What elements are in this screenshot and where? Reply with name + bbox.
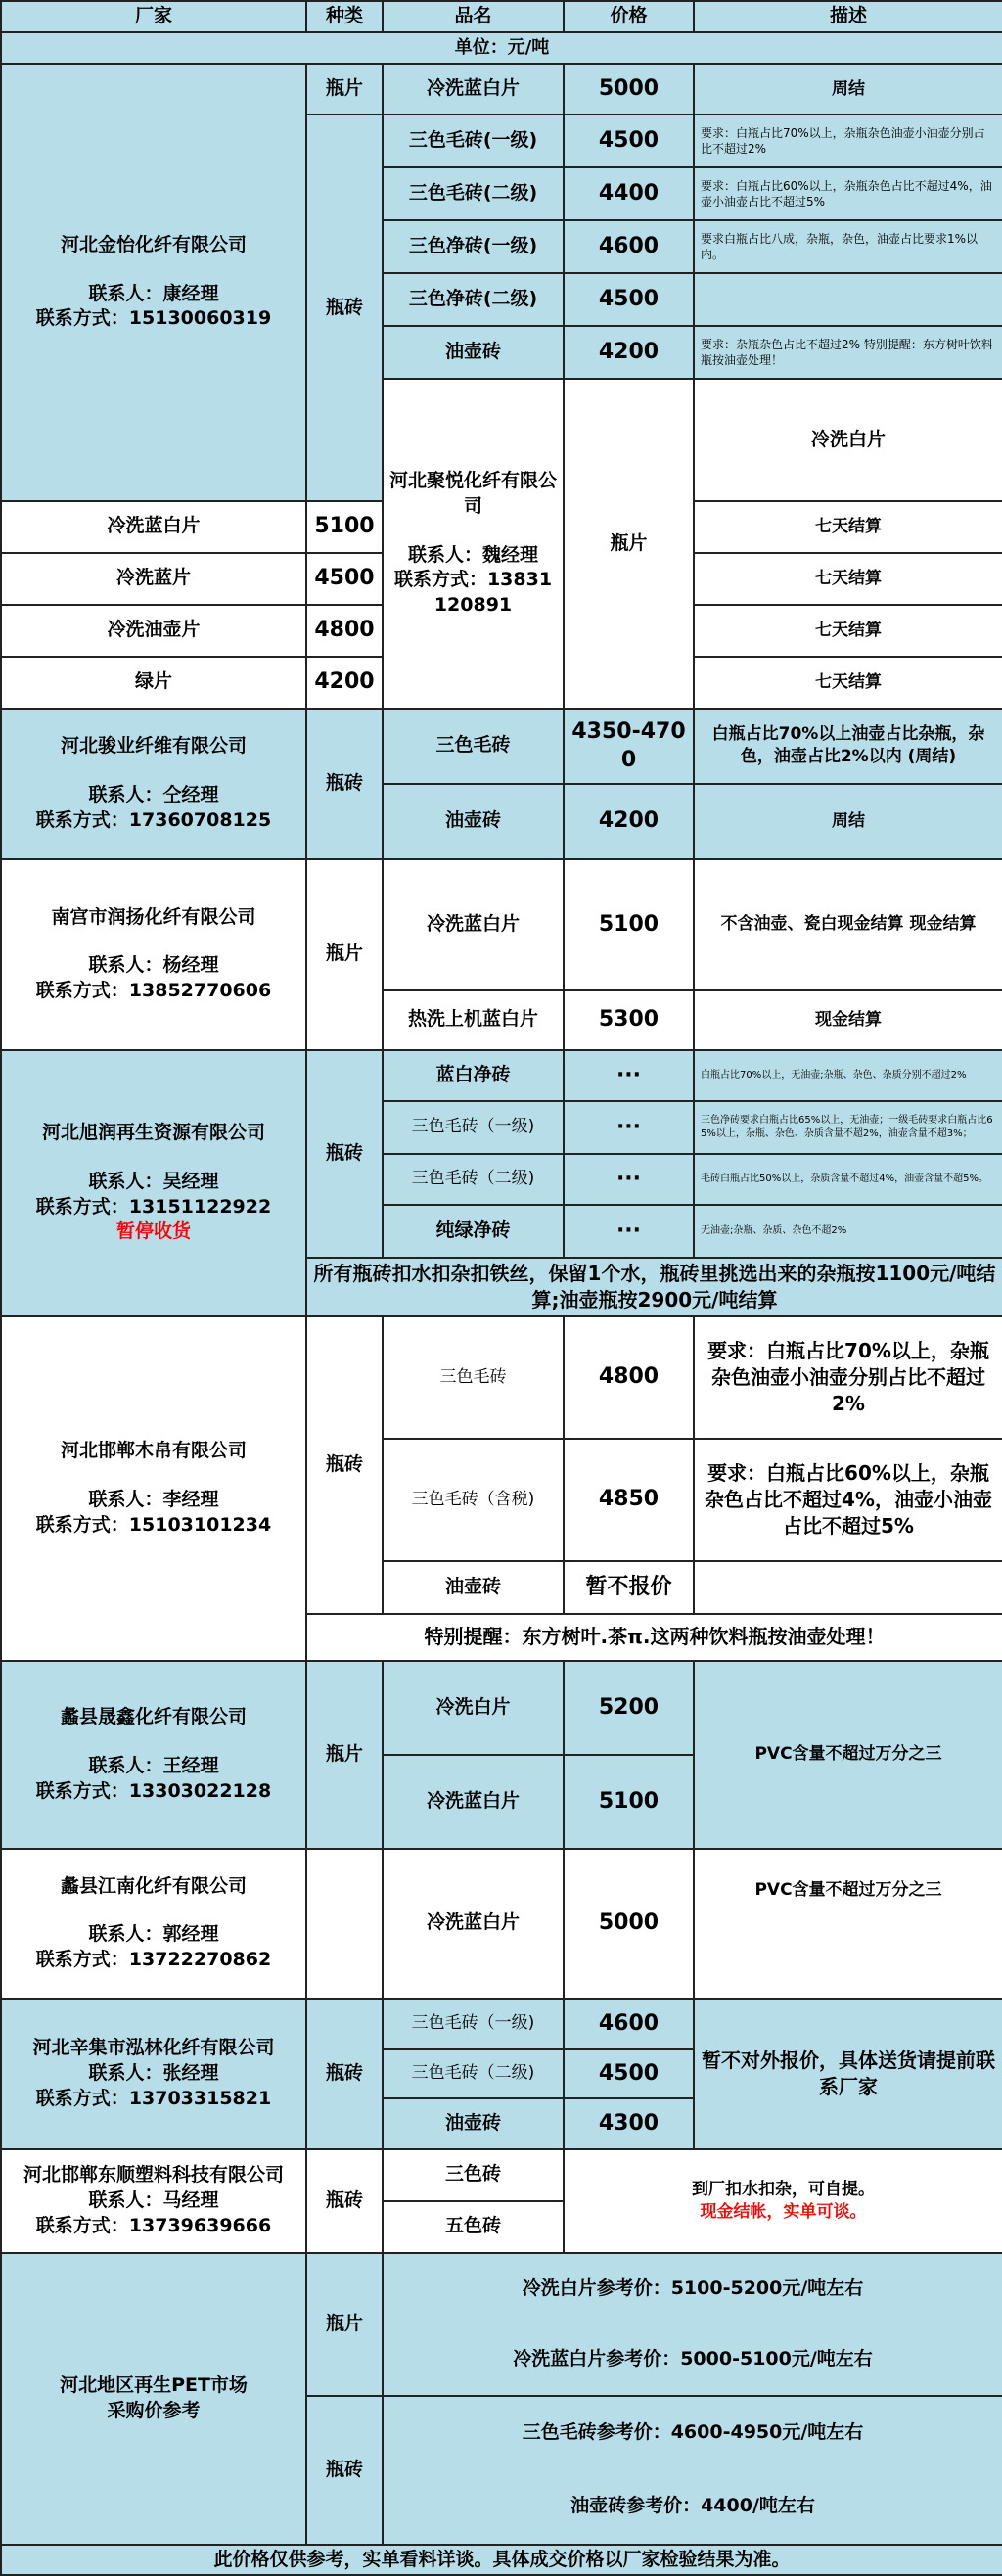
company-phone: 联系方式：13303022128 xyxy=(35,1779,272,1802)
kind-cell: 瓶砖 xyxy=(306,2149,383,2253)
product-cell: 三色毛砖（一级) xyxy=(383,1999,564,2049)
product-cell: 五色砖 xyxy=(383,2201,564,2253)
status-badge: 暂停收货 xyxy=(115,1220,191,1243)
kind-cell: 瓶砖 xyxy=(306,1316,383,1614)
company-name: 河北旭润再生资源有限公司 xyxy=(41,1122,265,1144)
company-phone: 联系方式：13703315821 xyxy=(35,2087,272,2109)
reference-title: 河北地区再生PET市场 xyxy=(60,2374,248,2397)
company-name: 河北邯郸东顺塑料科技有限公司 xyxy=(23,2164,284,2186)
price-cell: 5000 xyxy=(564,1849,694,1999)
footer-note: 此价格仅供参考，实单看料详谈。具体成交价格以厂家检验结果为准。 xyxy=(1,2545,1002,2576)
product-cell: 冷洗蓝白片 xyxy=(383,859,564,990)
company-phone: 联系方式：13151122922 xyxy=(35,1195,272,1218)
price-cell: 5000 xyxy=(564,64,694,115)
table-row xyxy=(1,1999,1002,2049)
header-desc: 描述 xyxy=(694,1,1002,32)
desc-cell: 要求白瓶占比八成，杂瓶，杂色，油壶占比要求1%以内。 xyxy=(694,220,1002,273)
company-name: 蠡县晟鑫化纤有限公司 xyxy=(60,1706,247,1728)
price-cell: ··· xyxy=(564,1050,694,1101)
price-cell: 4300 xyxy=(564,2098,694,2149)
desc-cell: 七天结算 xyxy=(694,501,1002,553)
product-cell: 三色毛砖(一级) xyxy=(383,115,564,167)
reference-title-cell xyxy=(1,2253,306,2545)
desc-cell xyxy=(694,273,1002,326)
desc-cell: 要求：白瓶占比60%以上，杂瓶杂色占比不超过4%，油壶小油壶占比不超过5% xyxy=(694,167,1002,220)
price-cell: 5100 xyxy=(306,501,383,553)
product-cell: 油壶砖 xyxy=(383,326,564,379)
product-cell: 冷洗蓝白片 xyxy=(1,501,306,553)
company-contact: 联系人：吴经理 xyxy=(88,1171,219,1193)
desc-cell: 暂不对外报价，具体送货请提前联系厂家 xyxy=(694,1999,1002,2149)
company-name: 河北骏业纤维有限公司 xyxy=(60,735,247,758)
product-cell: 三色净砖(一级) xyxy=(383,220,564,273)
product-cell: 三色毛砖（二级) xyxy=(383,2049,564,2098)
company-contact: 联系人：杨经理 xyxy=(88,954,219,977)
kind-cell: 瓶片 xyxy=(564,379,694,709)
company-contact: 联系人：王经理 xyxy=(88,1754,219,1776)
unit-row xyxy=(1,32,1002,64)
product-cell: 冷洗蓝白片 xyxy=(383,1755,564,1849)
desc-cell: 要求：白瓶占比70%以上，杂瓶杂色油壶小油壶分别占比不超过2% xyxy=(694,115,1002,167)
product-cell: 油壶砖 xyxy=(383,784,564,859)
kind-cell: 瓶片 xyxy=(306,1661,383,1849)
product-cell: 冷洗白片 xyxy=(694,379,1002,501)
price-cell: 4200 xyxy=(564,326,694,379)
desc-cell: 要求：杂瓶杂色占比不超过2% 特别提醒：东方树叶饮料瓶按油壶处理！ xyxy=(694,326,1002,379)
note-cell: 所有瓶砖扣水扣杂扣铁丝，保留1个水，瓶砖里挑选出来的杂瓶按1100元/吨结算;油壶瓶按2900元/吨结算 xyxy=(306,1258,1002,1316)
company-cell xyxy=(1,1999,306,2149)
product-cell: 蓝白净砖 xyxy=(383,1050,564,1101)
company-name: 河北聚悦化纤有限公司 xyxy=(389,470,558,517)
price-cell: 4500 xyxy=(564,2049,694,2098)
product-cell: 三色毛砖 xyxy=(383,1316,564,1439)
price-cell: ··· xyxy=(564,1205,694,1258)
company-phone: 联系方式：15130060319 xyxy=(35,307,272,330)
price-cell: 4400 xyxy=(564,167,694,220)
table-row xyxy=(1,1316,1002,1439)
company-cell xyxy=(1,2149,306,2253)
reference-line: 冷洗白片参考价：5100-5200元/吨左右 xyxy=(383,2253,1002,2324)
price-cell: 暂不报价 xyxy=(564,1561,694,1614)
header-row xyxy=(1,1,1002,32)
table-row xyxy=(1,859,1002,990)
header-kind: 种类 xyxy=(306,1,383,32)
product-cell: 三色毛砖（二级) xyxy=(383,1154,564,1205)
table-row xyxy=(1,2149,1002,2201)
company-cell xyxy=(1,709,306,859)
product-cell: 冷洗油壶片 xyxy=(1,605,306,657)
company-contact: 联系人：李经理 xyxy=(88,1488,219,1510)
company-cell xyxy=(383,379,564,709)
product-cell: 三色毛砖（一级) xyxy=(383,1101,564,1154)
kind-cell xyxy=(306,1849,383,1999)
product-cell: 三色砖 xyxy=(383,2149,564,2201)
company-contact: 联系人：马经理 xyxy=(88,2188,219,2211)
price-cell: 4350-4700 xyxy=(564,709,694,784)
price-cell: ··· xyxy=(564,1101,694,1154)
product-cell: 冷洗白片 xyxy=(383,1661,564,1755)
kind-cell: 瓶砖 xyxy=(306,709,383,859)
footer-row xyxy=(1,2545,1002,2576)
desc-cell: 周结 xyxy=(694,784,1002,859)
product-cell: 冷洗蓝白片 xyxy=(383,64,564,115)
price-cell: 4800 xyxy=(306,605,383,657)
kind-cell: 瓶砖 xyxy=(306,2396,383,2545)
company-name: 河北辛集市泓林化纤有限公司 xyxy=(32,2037,275,2059)
company-phone: 联系方式：13831120891 xyxy=(393,569,553,616)
desc-cell: 七天结算 xyxy=(694,657,1002,709)
table-row xyxy=(1,64,1002,115)
company-name: 河北金怡化纤有限公司 xyxy=(60,233,247,255)
company-cell xyxy=(1,1316,306,1661)
kind-cell: 瓶片 xyxy=(306,2253,383,2396)
price-cell: ··· xyxy=(564,1154,694,1205)
price-cell: 4600 xyxy=(564,220,694,273)
kind-cell: 瓶片 xyxy=(306,859,383,1050)
product-cell: 三色毛砖 xyxy=(383,709,564,784)
product-cell: 油壶砖 xyxy=(383,1561,564,1614)
company-cell xyxy=(1,859,306,1050)
company-contact: 联系人：郭经理 xyxy=(88,1923,219,1946)
company-phone: 联系方式：13739639666 xyxy=(35,2214,272,2236)
desc-cell: PVC含量不超过万分之三 xyxy=(694,1849,1002,1999)
company-phone: 联系方式：13852770606 xyxy=(35,980,272,1002)
desc-cell: 三色净砖要求白瓶占比65%以上，无油壶；一级毛砖要求白瓶占比65%以上，杂瓶、杂色、杂质含量不超2%，油壶含量不超3%； xyxy=(694,1101,1002,1154)
reference-line: 油壶砖参考价：4400/吨左右 xyxy=(383,2470,1002,2545)
desc-cell: 毛砖白瓶占比50%以上，杂质含量不超过4%，油壶含量不超5%。 xyxy=(694,1154,1002,1205)
note-cell: 特别提醒：东方树叶.茶π.这两种饮料瓶按油壶处理！ xyxy=(306,1614,1002,1661)
product-cell: 纯绿净砖 xyxy=(383,1205,564,1258)
product-cell: 冷洗蓝片 xyxy=(1,553,306,605)
company-cell xyxy=(1,64,306,501)
desc-cell: 周结 xyxy=(694,64,1002,115)
product-cell: 三色毛砖（含税) xyxy=(383,1439,564,1561)
table-row xyxy=(1,2253,1002,2324)
product-cell: 油壶砖 xyxy=(383,2098,564,2149)
table-row xyxy=(1,1661,1002,1755)
price-cell: 4500 xyxy=(564,273,694,326)
desc-cell: 不含油壶、瓷白现金结算 现金结算 xyxy=(694,859,1002,990)
payment-note: 现金结帐，实单可谈。 xyxy=(700,2201,867,2222)
company-cell xyxy=(1,1050,306,1316)
desc-cell xyxy=(564,2149,1002,2253)
company-name: 南宫市润扬化纤有限公司 xyxy=(51,905,256,928)
company-contact: 联系人：仝经理 xyxy=(88,783,219,805)
company-name: 河北邯郸木帛有限公司 xyxy=(60,1440,247,1462)
price-cell: 5200 xyxy=(564,1661,694,1755)
desc-cell: 要求：白瓶占比70%以上，杂瓶杂色油壶小油壶分别占比不超过2% xyxy=(694,1316,1002,1439)
price-cell: 4850 xyxy=(564,1439,694,1561)
header-price: 价格 xyxy=(564,1,694,32)
company-cell xyxy=(1,1849,306,1999)
desc-cell: 白瓶占比70%以上，无油壶;杂瓶、杂色、杂质分别不超过2% xyxy=(694,1050,1002,1101)
desc-cell: 要求：白瓶占比60%以上，杂瓶杂色占比不超过4%，油壶小油壶占比不超过5% xyxy=(694,1439,1002,1561)
desc-cell xyxy=(694,1561,1002,1614)
desc-cell: 七天结算 xyxy=(694,605,1002,657)
price-cell: 4800 xyxy=(564,1316,694,1439)
company-cell xyxy=(1,1661,306,1849)
table-row xyxy=(1,1050,1002,1101)
product-cell: 三色净砖(二级) xyxy=(383,273,564,326)
reference-line: 冷洗蓝白片参考价：5000-5100元/吨左右 xyxy=(383,2324,1002,2396)
header-company: 厂家 xyxy=(1,1,306,32)
price-cell: 4200 xyxy=(306,657,383,709)
table-row xyxy=(1,709,1002,784)
price-cell: 4600 xyxy=(564,1999,694,2049)
price-cell: 5100 xyxy=(564,1755,694,1849)
price-cell: 5100 xyxy=(564,859,694,990)
price-cell: 4500 xyxy=(306,553,383,605)
price-cell: 4500 xyxy=(564,115,694,167)
company-contact: 联系人：康经理 xyxy=(88,282,219,304)
reference-line: 三色毛砖参考价：4600-4950元/吨左右 xyxy=(383,2396,1002,2470)
desc-cell: 无油壶;杂瓶、杂质、杂色不超2% xyxy=(694,1205,1002,1258)
company-contact: 联系人：魏经理 xyxy=(407,543,538,566)
price-cell: 5300 xyxy=(564,990,694,1050)
table-row xyxy=(1,1849,1002,1999)
desc-cell: PVC含量不超过万分之三 xyxy=(694,1661,1002,1849)
desc-cell: 七天结算 xyxy=(694,553,1002,605)
kind-cell: 瓶砖 xyxy=(306,115,383,501)
company-contact: 联系人：张经理 xyxy=(88,2061,219,2084)
company-phone: 联系方式：13722270862 xyxy=(35,1949,272,1971)
company-phone: 联系方式：17360708125 xyxy=(35,808,272,831)
desc-cell: 现金结算 xyxy=(694,990,1002,1050)
product-cell: 三色毛砖(二级) xyxy=(383,167,564,220)
company-name: 蠡县江南化纤有限公司 xyxy=(60,1874,247,1897)
header-product: 品名 xyxy=(383,1,564,32)
price-cell: 4200 xyxy=(564,784,694,859)
kind-cell: 瓶砖 xyxy=(306,1050,383,1258)
unit-label: 单位：元/吨 xyxy=(1,32,1002,64)
desc-cell: 白瓶占比70%以上油壶占比杂瓶，杂色，油壶占比2%以内 (周结) xyxy=(694,709,1002,784)
product-cell: 绿片 xyxy=(1,657,306,709)
pickup-note: 到厂扣水扣杂，可自提。 xyxy=(692,2179,875,2199)
product-cell: 冷洗蓝白片 xyxy=(383,1849,564,1999)
kind-cell: 瓶片 xyxy=(306,64,383,115)
company-phone: 联系方式：15103101234 xyxy=(35,1513,272,1536)
product-cell: 热洗上机蓝白片 xyxy=(383,990,564,1050)
kind-cell: 瓶砖 xyxy=(306,1999,383,2149)
reference-subtitle: 采购价参考 xyxy=(107,2399,201,2421)
